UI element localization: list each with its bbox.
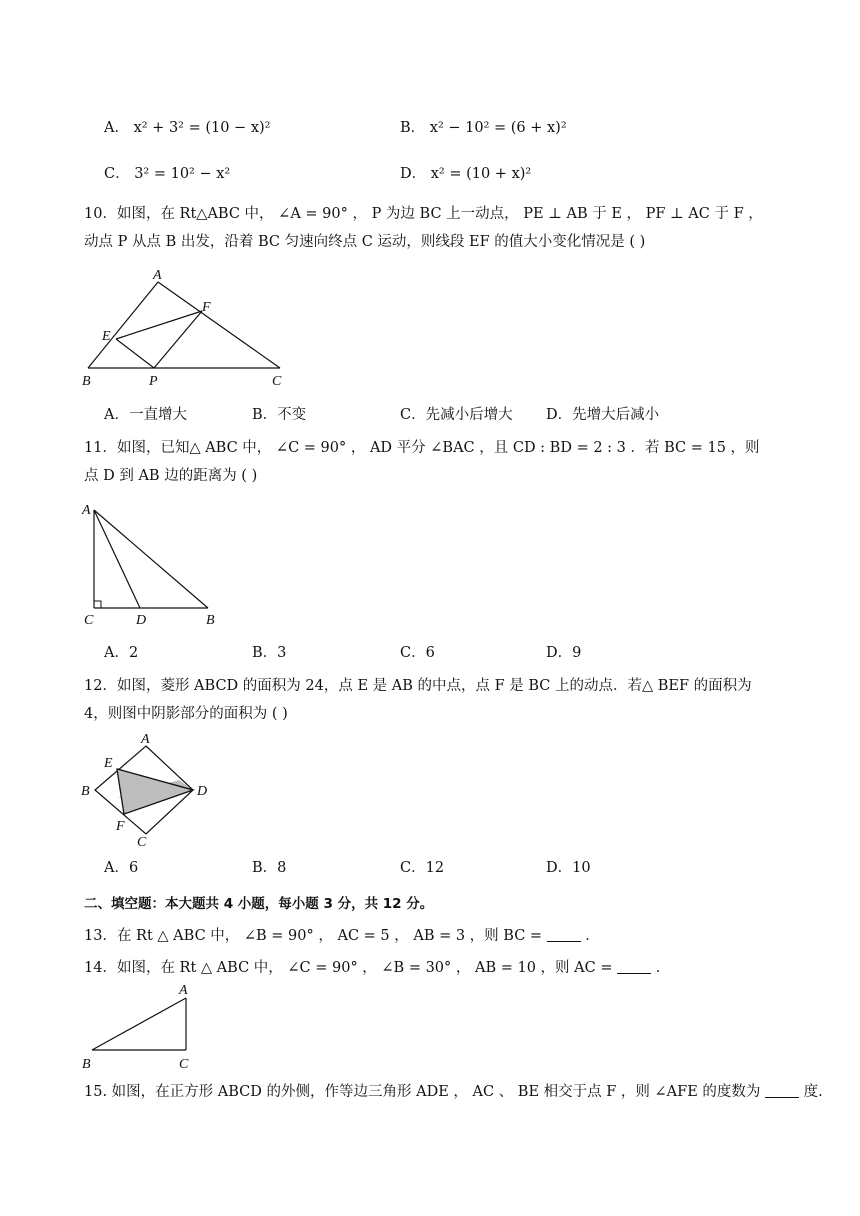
q15-end: 度.: [803, 1084, 823, 1100]
q12-label-e: E: [104, 756, 113, 771]
q9-option-b: B． x² − 10² = (6 + x)²: [400, 120, 567, 136]
q13-stem: [84, 924, 600, 945]
q11-label-a: A: [82, 503, 91, 518]
q10-label-p: P: [149, 374, 158, 389]
q14-end: ．: [655, 960, 671, 976]
q11-label-b: B: [206, 613, 215, 628]
q11-label-d: D: [136, 613, 147, 628]
q10-label-b: B: [82, 374, 91, 389]
q12-option-a: A．6: [104, 860, 139, 876]
q13-answer-blank[interactable]: [547, 927, 581, 942]
q10-option-b: B．不变: [252, 407, 307, 423]
q12-figure: [78, 730, 228, 848]
q13-text: 13．在 Rt △ ABC 中， ∠B = 90° ， AC = 5 ， AB = 3 ，则 BC =: [84, 928, 543, 944]
q10-figure: [78, 266, 298, 390]
q10-option-a: A．一直增大: [104, 407, 187, 423]
q10-stem: 10．如图，在 Rt△ABC 中， ∠A = 90° ， P 为边 BC 上一动点， PE ⊥ AB 于 E ， PF ⊥ AC 于 F ，动点 P 从点 B 出发，沿着 BC 匀速向终点 C 运动，则线段 EF 的值大小变化情况是 ( ): [84, 206, 763, 250]
q11-option-a: A．2: [104, 645, 139, 661]
q13-end: ．: [585, 928, 600, 944]
q14-label-b: B: [82, 1057, 91, 1072]
q9-option-a: A． x² + 3² = (10 − x)²: [104, 120, 271, 136]
q10-label-a: A: [153, 268, 162, 283]
q12-option-c: C．12: [400, 860, 445, 876]
q10-label-e: E: [102, 329, 111, 344]
q15-answer-blank[interactable]: [765, 1083, 799, 1098]
q10-label-f: F: [202, 300, 211, 315]
q14-label-c: C: [179, 1057, 189, 1072]
q11-stem: 11．如图，已知△ ABC 中， ∠C = 90° ， AD 平分 ∠BAC ，且 CD : BD = 2 : 3 ．若 BC = 15 ，则点 D 到 AB 边的距离为 ( ): [84, 440, 760, 484]
q9-option-c: C． 3² = 10² − x²: [104, 166, 231, 182]
q12-label-c: C: [137, 835, 147, 848]
q15-stem: [84, 1080, 823, 1101]
q12-option-b: B．8: [252, 860, 287, 876]
q12-label-b: B: [81, 784, 90, 799]
q12-option-d: D．10: [546, 860, 591, 876]
q12-label-f: F: [116, 819, 125, 834]
q10-option-d: D．先增大后减小: [546, 407, 660, 423]
q12-stem: 12．如图，菱形 ABCD 的面积为 24，点 E 是 AB 的中点，点 F 是 BC 上的动点．若△ BEF 的面积为 4，则图中阴影部分的面积为 ( ): [84, 678, 752, 722]
q14-stem: [84, 956, 670, 977]
q11-option-b: B．3: [252, 645, 287, 661]
q15-text: 15. 如图，在正方形 ABCD 的外侧，作等边三角形 ADE ， AC 、 BE 相交于点 F ，则 ∠AFE 的度数为: [84, 1084, 761, 1100]
q10-label-c: C: [272, 374, 282, 389]
q11-option-c: C．6: [400, 645, 435, 661]
q14-figure: [78, 980, 208, 1072]
q9-option-d: D． x² = (10 + x)²: [400, 166, 532, 182]
q12-label-d: D: [197, 784, 208, 799]
q14-answer-blank[interactable]: [617, 959, 651, 974]
q10-option-c: C．先减小后增大: [400, 407, 513, 423]
q11-label-c: C: [84, 613, 94, 628]
q11-option-d: D．9: [546, 645, 582, 661]
q14-label-a: A: [179, 983, 188, 998]
section-fill-in-blank-heading: 二、填空题：本大题共 4 小题，每小题 3 分，共 12 分。: [84, 896, 434, 912]
q14-text: 14．如图，在 Rt △ ABC 中， ∠C = 90° ， ∠B = 30° ， AB = 10 ，则 AC =: [84, 960, 613, 976]
q12-label-a: A: [141, 732, 150, 747]
q11-figure: [78, 500, 238, 630]
